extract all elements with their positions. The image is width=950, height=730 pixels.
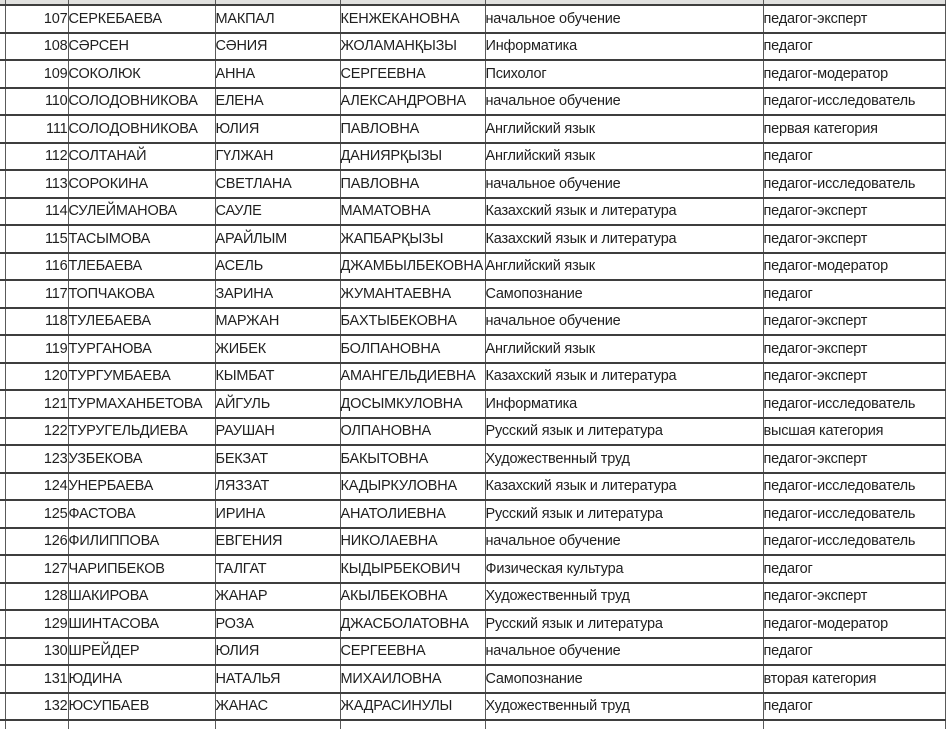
first-name-cell: ЗАРИНА <box>215 280 340 308</box>
last-name-cell: СӘРСЕН <box>68 33 215 61</box>
row-number-cell: 111 <box>5 115 68 143</box>
category-cell: педагог-модератор <box>763 253 945 281</box>
category-cell: педагог-эксперт <box>763 363 945 391</box>
first-name-cell: ГҮЛЖАН <box>215 143 340 171</box>
last-name-cell: ЧАРИПБЕКОВ <box>68 555 215 583</box>
table-row <box>0 418 945 446</box>
last-name-cell: ЮДИНА <box>68 665 215 693</box>
table-row <box>0 363 945 391</box>
row-number-cell: 113 <box>5 170 68 198</box>
middle-name-cell: ОЛПАНОВНА <box>340 418 485 446</box>
category-cell: педагог <box>763 693 945 721</box>
table-row <box>0 473 945 501</box>
subject-cell: Казахский язык и литература <box>485 363 763 391</box>
last-name-cell: ФИЛИППОВА <box>68 528 215 556</box>
table-row <box>0 225 945 253</box>
table-row <box>0 115 945 143</box>
row-number-cell: 123 <box>5 445 68 473</box>
table-row <box>0 143 945 171</box>
category-cell: педагог-эксперт <box>763 198 945 226</box>
last-name-cell: ЮСУПБАЕВ <box>68 693 215 721</box>
subject-cell <box>485 720 763 729</box>
last-name-cell <box>68 720 215 729</box>
row-number-cell: 120 <box>5 363 68 391</box>
subject-cell: Художественный труд <box>485 445 763 473</box>
last-name-cell: ТУЛЕБАЕВА <box>68 308 215 336</box>
subject-cell: Информатика <box>485 33 763 61</box>
middle-name-cell: КАДЫРКУЛОВНА <box>340 473 485 501</box>
middle-name-cell: МАМАТОВНА <box>340 198 485 226</box>
middle-name-cell: ДОСЫМКУЛОВНА <box>340 390 485 418</box>
subject-cell: Казахский язык и литература <box>485 225 763 253</box>
row-number-cell: 112 <box>5 143 68 171</box>
row-number-cell: 129 <box>5 610 68 638</box>
table-row <box>0 5 945 33</box>
table-row <box>0 583 945 611</box>
category-cell: педагог-эксперт <box>763 5 945 33</box>
table-row <box>0 60 945 88</box>
middle-name-cell: ПАВЛОВНА <box>340 170 485 198</box>
subject-cell: начальное обучение <box>485 638 763 666</box>
subject-cell: Английский язык <box>485 143 763 171</box>
table-row <box>0 445 945 473</box>
last-name-cell: ТУРУГЕЛЬДИЕВА <box>68 418 215 446</box>
table-row <box>0 198 945 226</box>
row-number-cell: 131 <box>5 665 68 693</box>
first-name-cell: РОЗА <box>215 610 340 638</box>
last-name-cell: УЗБЕКОВА <box>68 445 215 473</box>
subject-cell: Русский язык и литература <box>485 500 763 528</box>
first-name-cell: АННА <box>215 60 340 88</box>
table-row <box>0 390 945 418</box>
subject-cell: Самопознание <box>485 280 763 308</box>
first-name-cell: ЖАНАР <box>215 583 340 611</box>
table-row <box>0 555 945 583</box>
subject-cell: Казахский язык и литература <box>485 198 763 226</box>
table-row <box>0 33 945 61</box>
row-number-cell: 108 <box>5 33 68 61</box>
table-row <box>0 610 945 638</box>
last-name-cell: ТУРГАНОВА <box>68 335 215 363</box>
last-name-cell: СОЛТАНАЙ <box>68 143 215 171</box>
category-cell: педагог <box>763 280 945 308</box>
category-cell: первая категория <box>763 115 945 143</box>
first-name-cell: ЕЛЕНА <box>215 88 340 116</box>
subject-cell: Психолог <box>485 60 763 88</box>
last-name-cell: СОЛОДОВНИКОВА <box>68 88 215 116</box>
first-name-cell: САУЛЕ <box>215 198 340 226</box>
category-cell: педагог-исследователь <box>763 500 945 528</box>
first-name-cell: АСЕЛЬ <box>215 253 340 281</box>
subject-cell: Казахский язык и литература <box>485 473 763 501</box>
first-name-cell: МАКПАЛ <box>215 5 340 33</box>
category-cell: вторая категория <box>763 665 945 693</box>
middle-name-cell: АНАТОЛИЕВНА <box>340 500 485 528</box>
first-name-cell: ЖИБЕК <box>215 335 340 363</box>
first-name-cell: АРАЙЛЫМ <box>215 225 340 253</box>
category-cell: педагог-эксперт <box>763 583 945 611</box>
subject-cell: Русский язык и литература <box>485 418 763 446</box>
last-name-cell: СОРОКИНА <box>68 170 215 198</box>
last-name-cell: УНЕРБАЕВА <box>68 473 215 501</box>
category-cell: педагог-модератор <box>763 60 945 88</box>
last-name-cell: ФАСТОВА <box>68 500 215 528</box>
category-cell: педагог-исследователь <box>763 88 945 116</box>
last-name-cell: ТЛЕБАЕВА <box>68 253 215 281</box>
row-number-cell: 119 <box>5 335 68 363</box>
category-cell: педагог-эксперт <box>763 308 945 336</box>
table-row <box>0 638 945 666</box>
middle-name-cell: МИХАИЛОВНА <box>340 665 485 693</box>
middle-name-cell: АМАНГЕЛЬДИЕВНА <box>340 363 485 391</box>
category-cell: педагог-эксперт <box>763 445 945 473</box>
first-name-cell: ЮЛИЯ <box>215 638 340 666</box>
middle-name-cell: ЖОЛАМАНҚЫЗЫ <box>340 33 485 61</box>
last-name-cell: СЕРКЕБАЕВА <box>68 5 215 33</box>
subject-cell: начальное обучение <box>485 308 763 336</box>
middle-name-cell: АКЫЛБЕКОВНА <box>340 583 485 611</box>
first-name-cell: ИРИНА <box>215 500 340 528</box>
subject-cell: Английский язык <box>485 115 763 143</box>
subject-cell: начальное обучение <box>485 5 763 33</box>
row-number-cell: 116 <box>5 253 68 281</box>
row-number-cell: 126 <box>5 528 68 556</box>
row-number-cell: 118 <box>5 308 68 336</box>
subject-cell: Русский язык и литература <box>485 610 763 638</box>
cutoff-row-bottom <box>0 720 945 729</box>
subject-cell: Художественный труд <box>485 583 763 611</box>
category-cell: педагог-эксперт <box>763 225 945 253</box>
subject-cell: Художественный труд <box>485 693 763 721</box>
row-number-cell: 122 <box>5 418 68 446</box>
last-name-cell: ТАСЫМОВА <box>68 225 215 253</box>
first-name-cell: ЮЛИЯ <box>215 115 340 143</box>
subject-cell: Английский язык <box>485 253 763 281</box>
table-row <box>0 335 945 363</box>
last-name-cell: ШАКИРОВА <box>68 583 215 611</box>
category-cell: педагог-эксперт <box>763 335 945 363</box>
first-name-cell: АЙГУЛЬ <box>215 390 340 418</box>
table-row <box>0 500 945 528</box>
last-name-cell: СОЛОДОВНИКОВА <box>68 115 215 143</box>
row-number-cell: 110 <box>5 88 68 116</box>
middle-name-cell: КЕНЖЕКАНОВНА <box>340 5 485 33</box>
last-name-cell: ШРЕЙДЕР <box>68 638 215 666</box>
row-number-cell: 121 <box>5 390 68 418</box>
middle-name-cell: ПАВЛОВНА <box>340 115 485 143</box>
subject-cell: начальное обучение <box>485 528 763 556</box>
table-row <box>0 308 945 336</box>
middle-name-cell: БАКЫТОВНА <box>340 445 485 473</box>
middle-name-cell: ДЖАСБОЛАТОВНА <box>340 610 485 638</box>
subject-cell: Английский язык <box>485 335 763 363</box>
first-name-cell: БЕКЗАТ <box>215 445 340 473</box>
last-name-cell: ШИНТАСОВА <box>68 610 215 638</box>
first-name-cell: ТАЛГАТ <box>215 555 340 583</box>
table-row <box>0 253 945 281</box>
category-cell: педагог-исследователь <box>763 170 945 198</box>
category-cell: педагог-исследователь <box>763 473 945 501</box>
middle-name-cell: ДЖАМБЫЛБЕКОВНА <box>340 253 485 281</box>
first-name-cell: КЫМБАТ <box>215 363 340 391</box>
first-name-cell: ЛЯЗЗАТ <box>215 473 340 501</box>
category-cell: педагог <box>763 33 945 61</box>
middle-name-cell <box>340 720 485 729</box>
middle-name-cell: ЖАДРАСИНУЛЫ <box>340 693 485 721</box>
table-row <box>0 528 945 556</box>
middle-name-cell: ЖАПБАРҚЫЗЫ <box>340 225 485 253</box>
middle-name-cell: НИКОЛАЕВНА <box>340 528 485 556</box>
category-cell: высшая категория <box>763 418 945 446</box>
first-name-cell: СВЕТЛАНА <box>215 170 340 198</box>
category-cell: педагог <box>763 555 945 583</box>
row-number-cell: 109 <box>5 60 68 88</box>
category-cell: педагог <box>763 143 945 171</box>
subject-cell: начальное обучение <box>485 170 763 198</box>
middle-name-cell: БАХТЫБЕКОВНА <box>340 308 485 336</box>
first-name-cell: ЖАНАС <box>215 693 340 721</box>
middle-name-cell: КЫДЫРБЕКОВИЧ <box>340 555 485 583</box>
middle-name-cell: ДАНИЯРҚЫЗЫ <box>340 143 485 171</box>
table-row <box>0 280 945 308</box>
category-cell <box>763 720 945 729</box>
first-name-cell: НАТАЛЬЯ <box>215 665 340 693</box>
row-number-cell: 117 <box>5 280 68 308</box>
table-row <box>0 88 945 116</box>
row-number-cell: 114 <box>5 198 68 226</box>
row-number-cell: 127 <box>5 555 68 583</box>
last-name-cell: ТОПЧАКОВА <box>68 280 215 308</box>
row-number-cell: 128 <box>5 583 68 611</box>
last-name-cell: СОКОЛЮК <box>68 60 215 88</box>
middle-name-cell: СЕРГЕЕВНА <box>340 60 485 88</box>
first-name-cell <box>215 720 340 729</box>
category-cell: педагог-исследователь <box>763 528 945 556</box>
subject-cell: Самопознание <box>485 665 763 693</box>
subject-cell: Информатика <box>485 390 763 418</box>
table-row <box>0 693 945 721</box>
row-number-cell: 125 <box>5 500 68 528</box>
subject-cell: начальное обучение <box>485 88 763 116</box>
subject-cell: Физическая культура <box>485 555 763 583</box>
category-cell: педагог <box>763 638 945 666</box>
row-number-cell <box>5 720 68 729</box>
middle-name-cell: БОЛПАНОВНА <box>340 335 485 363</box>
row-number-cell: 107 <box>5 5 68 33</box>
row-number-cell: 130 <box>5 638 68 666</box>
first-name-cell: СӘНИЯ <box>215 33 340 61</box>
category-cell: педагог-исследователь <box>763 390 945 418</box>
middle-name-cell: АЛЕКСАНДРОВНА <box>340 88 485 116</box>
row-number-cell: 132 <box>5 693 68 721</box>
last-name-cell: СУЛЕЙМАНОВА <box>68 198 215 226</box>
last-name-cell: ТУРГУМБАЕВА <box>68 363 215 391</box>
first-name-cell: РАУШАН <box>215 418 340 446</box>
middle-name-cell: ЖУМАНТАЕВНА <box>340 280 485 308</box>
last-name-cell: ТУРМАХАНБЕТОВА <box>68 390 215 418</box>
first-name-cell: МАРЖАН <box>215 308 340 336</box>
table-row <box>0 170 945 198</box>
row-number-cell: 115 <box>5 225 68 253</box>
category-cell: педагог-модератор <box>763 610 945 638</box>
middle-name-cell: СЕРГЕЕВНА <box>340 638 485 666</box>
table-row <box>0 665 945 693</box>
row-number-cell: 124 <box>5 473 68 501</box>
first-name-cell: ЕВГЕНИЯ <box>215 528 340 556</box>
